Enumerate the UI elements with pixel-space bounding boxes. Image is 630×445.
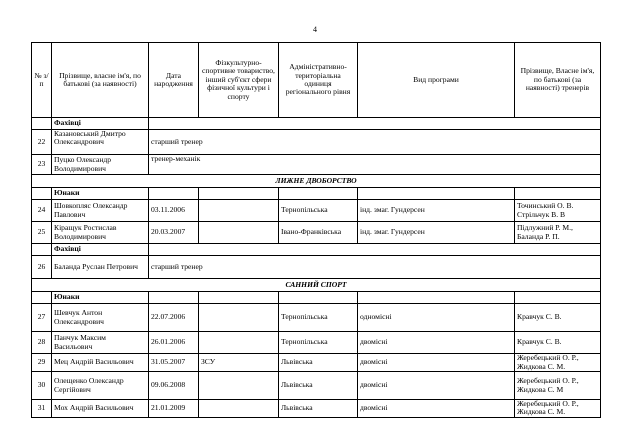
section-row-luge (32, 279, 601, 292)
row-coaches: Жеребецький О. Р., Жидкова С. М. (515, 354, 601, 372)
row-region: Тернопільська (279, 304, 358, 332)
row-society (199, 222, 279, 244)
row-name: Кіращук Ростислав Володимирович (52, 222, 149, 244)
row-dob: 31.05.2007 (149, 354, 199, 372)
row-name: Баланда Руслан Петрович (52, 256, 149, 279)
table-row (32, 256, 601, 279)
table-row (32, 400, 601, 418)
section-title: ЛИЖНЕ ДВОБОРСТВО (32, 175, 601, 188)
row-region: Львівська (279, 372, 358, 400)
column-header-name: Прізвище, власне ім'я, по батькові (за наявності) (52, 43, 149, 118)
row-role: старший тренер (149, 256, 601, 279)
row-number: 22 (32, 130, 52, 155)
row-coaches: Кравчук С. В. (515, 304, 601, 332)
table-row (32, 304, 601, 332)
group-label: Юнаки (52, 188, 149, 200)
column-header-society: Фізкультурно-спортивне товариство, інший суб'єкт сфери фізичної культури і спорту (199, 43, 279, 118)
row-number: 29 (32, 354, 52, 372)
group-label: Фахівці (52, 118, 149, 130)
row-society: ЗСУ (199, 354, 279, 372)
row-society (199, 400, 279, 418)
column-header-region: Адміністративно-територіальна одиниця регіонального рівня (279, 43, 358, 118)
row-number: 27 (32, 304, 52, 332)
column-header-dob: Дата народження (149, 43, 199, 118)
row-coaches: Кравчук С. В. (515, 332, 601, 354)
row-region: Львівська (279, 354, 358, 372)
row-dob: 09.06.2008 (149, 372, 199, 400)
column-header-coaches: Прізвище, Власне ім'я, по батькові (за наявності) тренерів (515, 43, 601, 118)
row-coaches: Жеребецький О. Р., Жидкова С. М (515, 372, 601, 400)
table-row (32, 155, 601, 175)
row-region: Тернопільська (279, 332, 358, 354)
row-dob: 26.01.2006 (149, 332, 199, 354)
row-name: Мец Андрій Васильович (52, 354, 149, 372)
table-row (32, 354, 601, 372)
row-number: 28 (32, 332, 52, 354)
athletes-table (31, 42, 601, 418)
row-number: 26 (32, 256, 52, 279)
row-society (199, 332, 279, 354)
row-dob: 22.07.2006 (149, 304, 199, 332)
row-number: 23 (32, 155, 52, 175)
row-region: Івано-Франківська (279, 222, 358, 244)
row-name: Шевчук Антон Олександрович (52, 304, 149, 332)
row-name: Мох Андрій Васильович (52, 400, 149, 418)
row-number: 25 (32, 222, 52, 244)
row-coaches: Точинський О. В. Стрільчук В. В (515, 200, 601, 222)
group-row-juniors (32, 292, 601, 304)
table-row (32, 200, 601, 222)
row-number: 24 (32, 200, 52, 222)
column-header-number: № з/п (32, 43, 52, 118)
row-society (199, 200, 279, 222)
row-program: двомісні (358, 332, 515, 354)
group-row-juniors (32, 188, 601, 200)
row-program: двомісні (358, 400, 515, 418)
group-label: Юнаки (52, 292, 149, 304)
table-row (32, 130, 601, 155)
group-row-specialists (32, 118, 601, 130)
row-name: Казановський Дмитро Олександрович (52, 130, 149, 155)
row-name: Панчук Максим Васильович (52, 332, 149, 354)
row-program: інд. змаг. Гундерсен (358, 200, 515, 222)
row-name: Шовкопляс Олександр Павлович (52, 200, 149, 222)
row-program: двомісні (358, 354, 515, 372)
row-dob: 03.11.2006 (149, 200, 199, 222)
row-society (199, 372, 279, 400)
row-program: двомісні (358, 372, 515, 400)
column-header-program: Вид програми (358, 43, 515, 118)
row-dob: 21.01.2009 (149, 400, 199, 418)
row-role: тренер-механік (149, 155, 601, 175)
group-label: Фахівці (52, 244, 149, 256)
row-society (199, 304, 279, 332)
row-program: одномісні (358, 304, 515, 332)
row-number: 31 (32, 400, 52, 418)
table-header-row (32, 43, 601, 118)
section-row-nordic-combined (32, 175, 601, 188)
page-number: 4 (313, 25, 317, 34)
section-title: САННИЙ СПОРТ (32, 279, 601, 292)
table-row (32, 332, 601, 354)
row-region: Львівська (279, 400, 358, 418)
row-coaches: Підлужний Р. М., Баланда Р. П. (515, 222, 601, 244)
row-region: Тернопільська (279, 200, 358, 222)
row-number: 30 (32, 372, 52, 400)
row-role: старший тренер (149, 130, 601, 155)
row-dob: 20.03.2007 (149, 222, 199, 244)
row-name: Пуцко Олександр Володимирович (52, 155, 149, 175)
row-name: Олещенко Олександр Сергійович (52, 372, 149, 400)
table-row (32, 372, 601, 400)
table-row (32, 222, 601, 244)
row-coaches: Жеребецький О. Р., Жидкова С. М. (515, 400, 601, 418)
group-row-specialists (32, 244, 601, 256)
row-program: інд. змаг. Гундерсен (358, 222, 515, 244)
